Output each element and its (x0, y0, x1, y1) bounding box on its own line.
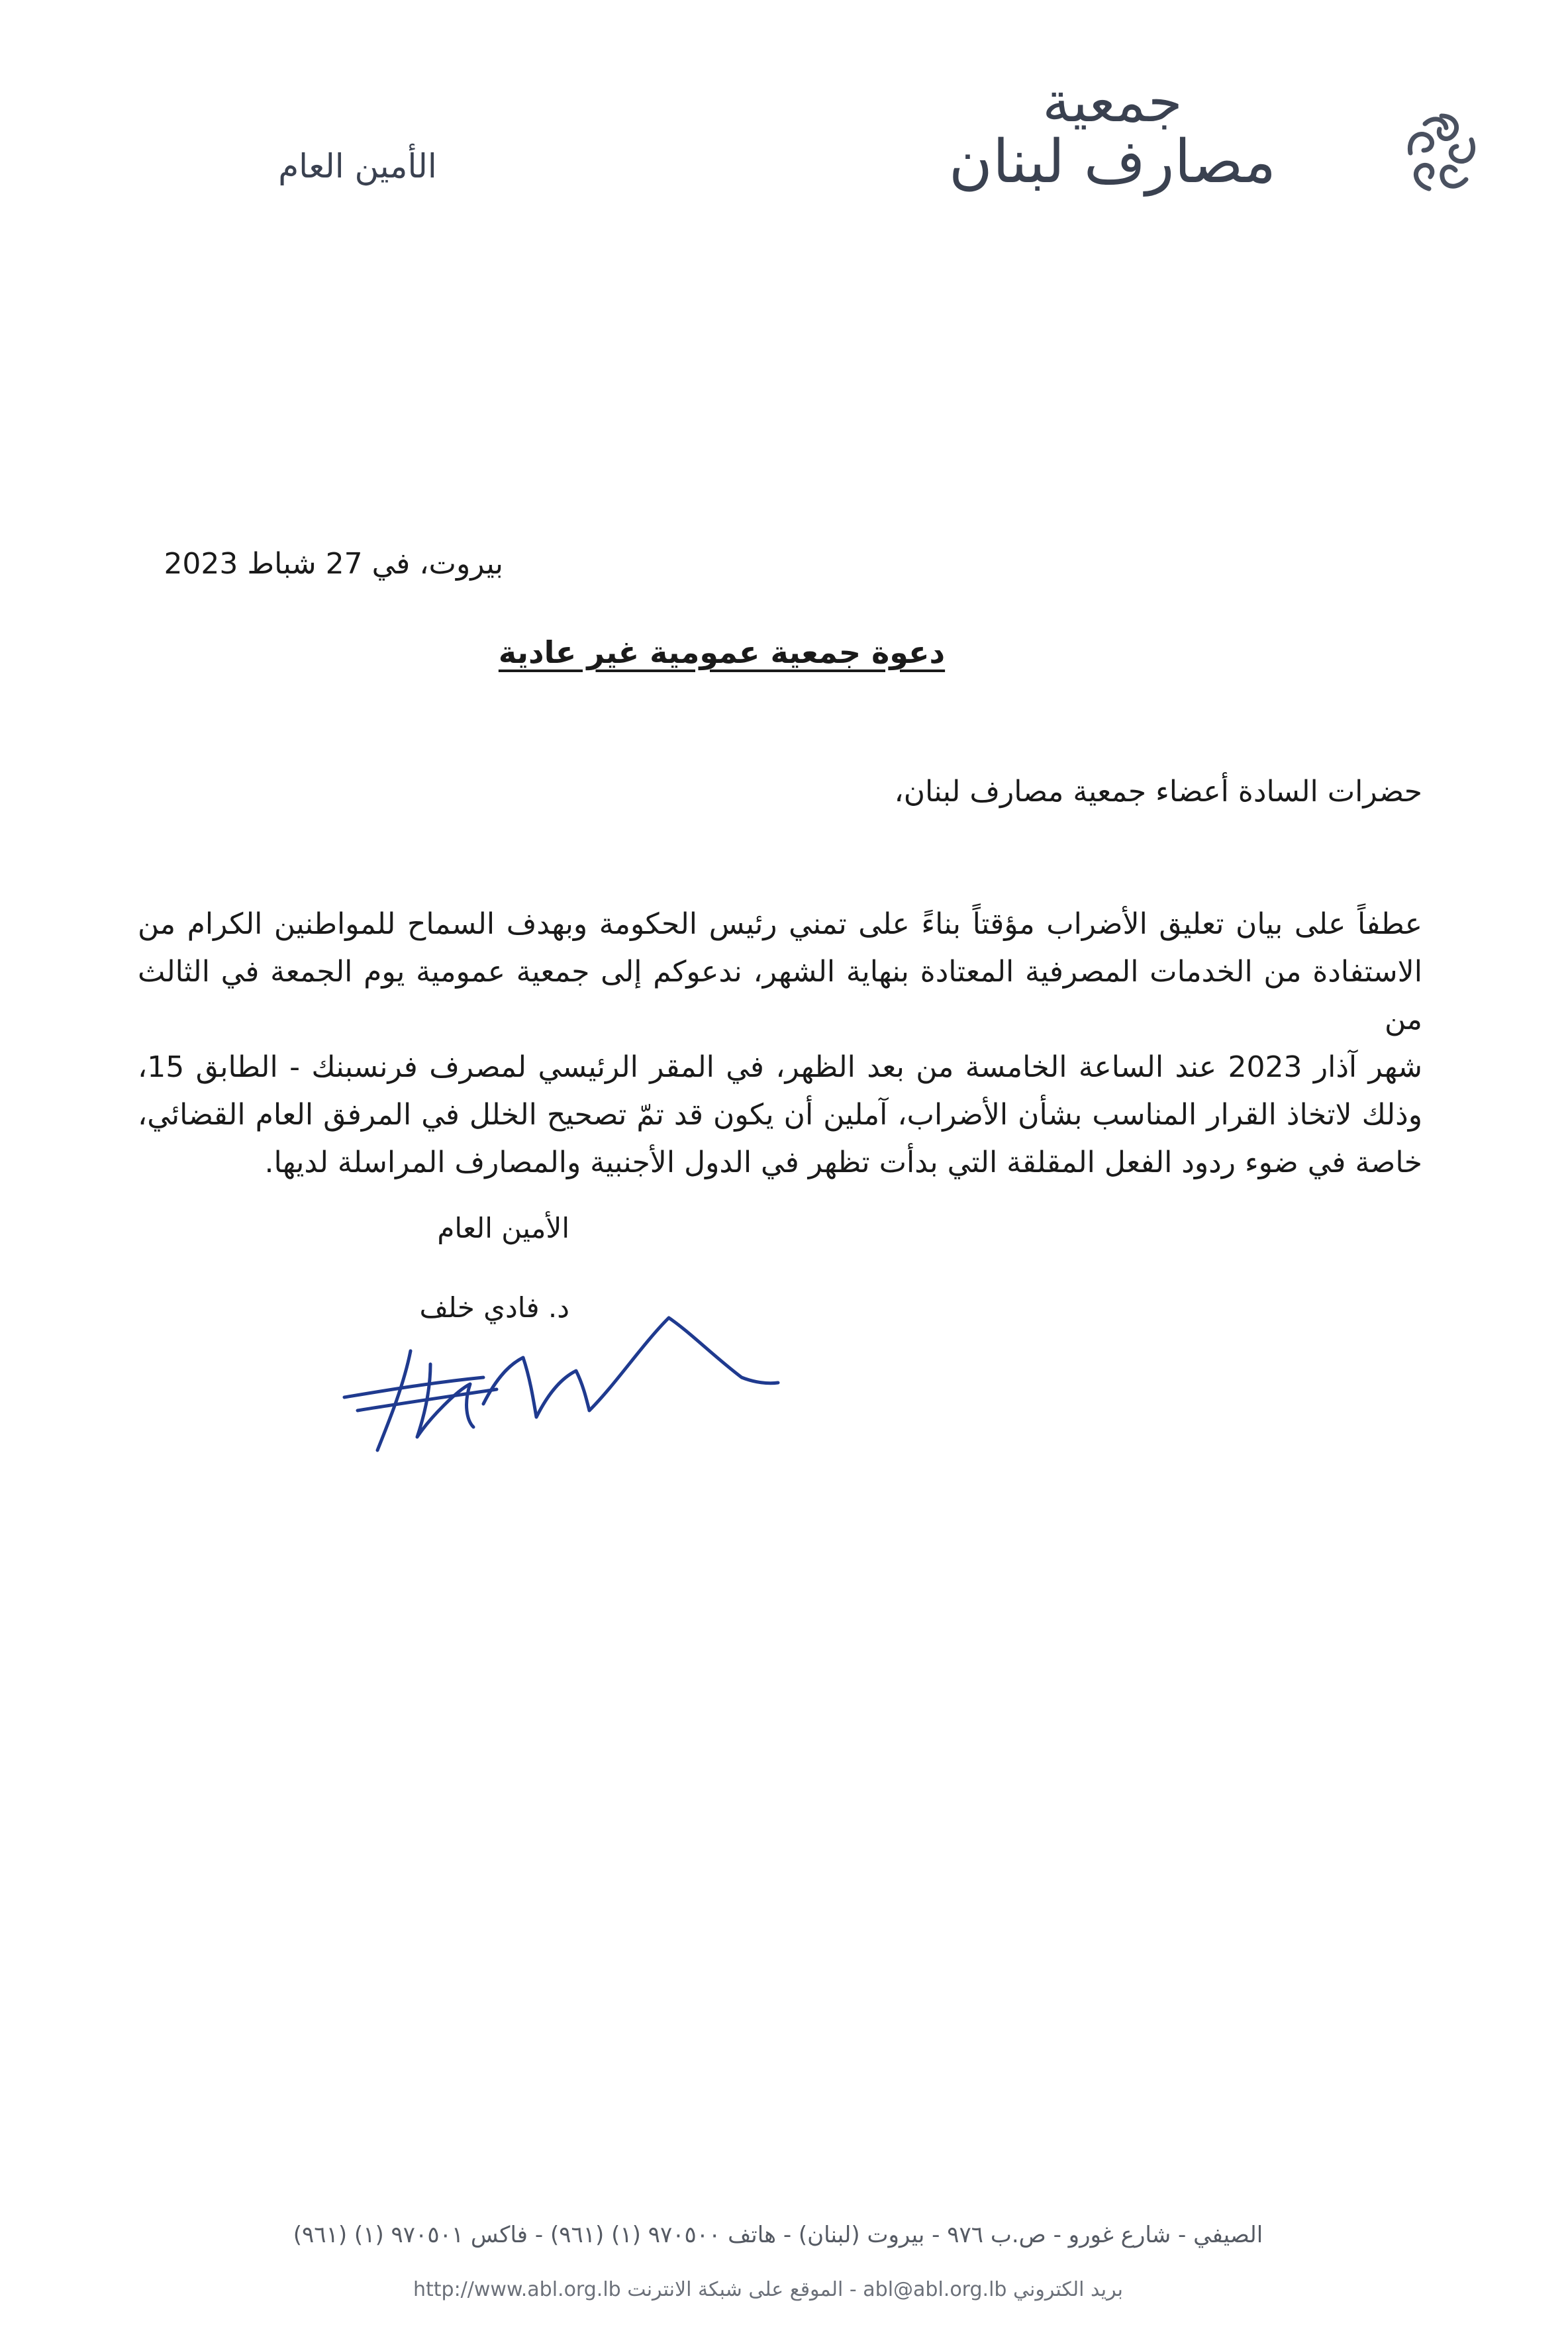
letter-body (138, 901, 1422, 1187)
body-line: الاستفادة من الخدمات المصرفية المعتادة بنهاية الشهر، ندعوكم إلى جمعية عمومية يوم الجمعة في الثالث من (138, 955, 1422, 1036)
letter-salutation: حضرات السادة أعضاء جمعية مصارف لبنان، (894, 775, 1422, 809)
signatory-title: الأمين العام (437, 1212, 569, 1244)
signatory-name: د. فادي خلف (419, 1291, 569, 1324)
organization-name (887, 70, 1338, 197)
letter-date: بيروت، في 27 شباط 2023 (164, 547, 503, 581)
abl-logo-icon (1402, 109, 1481, 195)
letter-subject: دعوة جمعية عمومية غير عادية (498, 634, 946, 670)
body-line: وذلك لاتخاذ القرار المناسب بشأن الأضراب، آملين أن يكون قد تمّ تصحيح الخلل في المرفق العام القضائي، (138, 1098, 1422, 1132)
body-line: خاصة في ضوء ردود الفعل المقلقة التي بدأت تظهر في الدول الأجنبية والمصارف المراسلة لديها. (264, 1146, 1422, 1179)
office-title-header: الأمين العام (278, 147, 437, 185)
footer-contact: بريد الكتروني abl@abl.org.lb - الموقع على شبكة الانترنت http://www.abl.org.lb (413, 2278, 1124, 2301)
organization-name-line1: جمعية (1042, 70, 1183, 134)
handwritten-signature (331, 1305, 781, 1463)
body-line: عطفاً على بيان تعليق الأضراب مؤقتاً بناءً على تمني رئيس الحكومة وبهدف السماح للمواطنين الكرام من (138, 907, 1422, 941)
footer-address: الصيفي - شارع غورو - ص.ب ٩٧٦ - بيروت (لبنان) - هاتف ٩٧٠٥٠٠ (١) (٩٦١) - فاكس ٩٧٠٥٠١ (١) (٩٦١) (293, 2222, 1263, 2248)
body-line: شهر آذار 2023 عند الساعة الخامسة من بعد الظهر، في المقر الرئيسي لمصرف فرنسبنك - الطابق 15، (138, 1050, 1422, 1084)
organization-name-line2: مصارف لبنان (948, 127, 1277, 197)
